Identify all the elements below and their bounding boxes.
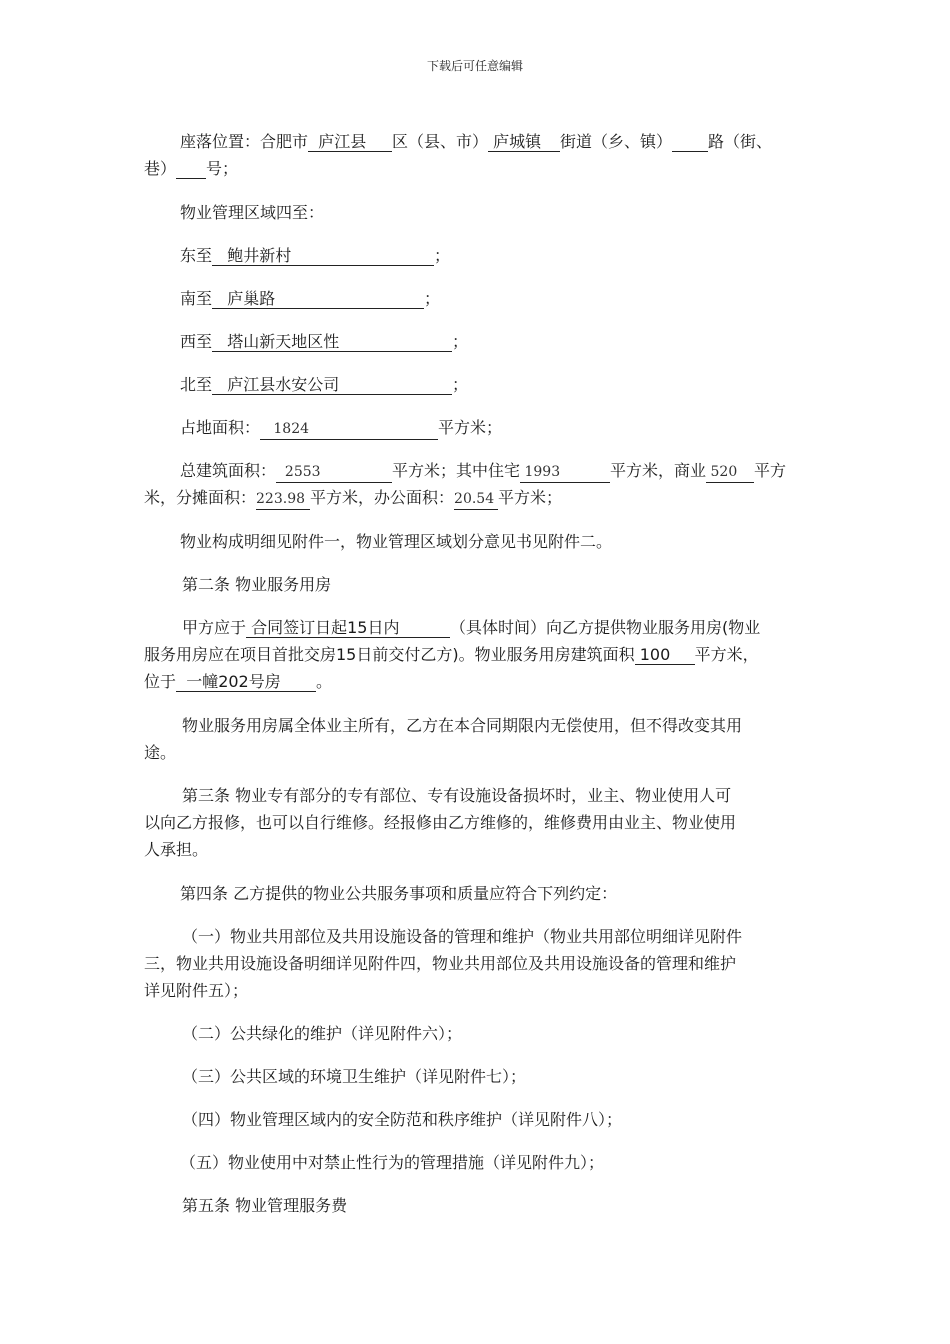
article-4-item-2: （二）公共绿化的维护（详见附件六）； xyxy=(182,1024,463,1043)
service-room-area-field: 100 xyxy=(635,645,695,665)
article-4-item-1-line-1: （一）物业共用部位及共用设施设备的管理和维护（物业共用部位明细详见附件 xyxy=(182,927,743,946)
article-3-line-3: 人承担。 xyxy=(144,840,209,859)
boundary-north: 北至 庐江县水安公司 ； xyxy=(180,375,469,394)
west-value: 塔山新天地区性 xyxy=(212,332,452,352)
commercial-area-value: 520 xyxy=(706,463,754,483)
town-field: 庐城镇 xyxy=(488,132,560,152)
north-value: 庐江县水安公司 xyxy=(212,375,452,395)
location-line-1: 座落位置：合肥市 庐江县 区（县、市） 庐城镇 街道（乡、镇） 路（街、 xyxy=(180,132,773,151)
article-4-item-5: （五）物业使用中对禁止性行为的管理措施（详见附件九）； xyxy=(180,1153,605,1172)
ownership-line-1: 物业服务用房属全体业主所有，乙方在本合同期限内无偿使用，但不得改变其用 xyxy=(182,716,743,735)
boundary-west: 西至 塔山新天地区性 ； xyxy=(180,332,469,351)
ownership-line-2: 途。 xyxy=(144,743,177,762)
article-4-title: 第四条 乙方提供的物业公共服务事项和质量应符合下列约定： xyxy=(180,884,618,903)
article-4-item-1-line-2: 三，物业共用设施设备明细详见附件四，物业共用部位及共用设施设备的管理和维护 xyxy=(144,954,737,973)
article-3-line-1: 第三条 物业专有部分的专有部位、专有设施设备损坏时，业主、物业使用人可 xyxy=(182,786,732,805)
article-4-item-1-line-3: 详见附件五）； xyxy=(144,981,249,1000)
number-field xyxy=(176,159,206,179)
article-2-line-3: 位于 一幢202号房 。 xyxy=(144,672,333,691)
office-area-value: 20.54 xyxy=(454,490,498,510)
land-area-value: 1824 xyxy=(260,420,438,440)
article-2-title: 第二条 物业服务用房 xyxy=(182,575,332,594)
handover-time-field: 合同签订日起15日内 xyxy=(246,618,450,638)
road-field xyxy=(672,132,708,152)
east-value: 鲍井新村 xyxy=(212,246,434,266)
building-area-line-2: 米，分摊面积：223.98 平方米，办公面积：20.54 平方米； xyxy=(144,484,806,511)
boundaries-title: 物业管理区域四至： xyxy=(180,203,325,222)
location-line-2: 巷） 号； xyxy=(144,159,239,178)
residential-area-value: 1993 xyxy=(520,463,610,483)
building-area-line-1: 总建筑面积： 2553 平方米；其中住宅 1993 平方米，商业 520 平方 xyxy=(144,457,806,484)
article-4-item-3: （三）公共区域的环境卫生维护（详见附件七）； xyxy=(182,1067,527,1086)
article-2-line-2: 服务用房应在项目首批交房15日前交付乙方)。物业服务用房建筑面积 100 平方米， xyxy=(144,645,759,664)
total-area-value: 2553 xyxy=(276,463,392,483)
boundary-south: 南至 庐巢路 ； xyxy=(180,289,441,308)
article-5-title: 第五条 物业管理服务费 xyxy=(182,1196,348,1215)
county-field: 庐江县 xyxy=(308,132,392,152)
service-room-location-field: 一幢202号房 xyxy=(176,672,316,692)
article-2-line-1: 甲方应于 合同签订日起15日内 （具体时间）向乙方提供物业服务用房(物业 xyxy=(182,618,761,637)
boundary-east: 东至 鲍井新村 ； xyxy=(180,246,451,265)
annex-paragraph: 物业构成明细见附件一，物业管理区域划分意见书见附件二。 xyxy=(180,532,613,551)
article-3-line-2: 以向乙方报修，也可以自行维修。经报修由乙方维修的，维修费用由业主、物业使用 xyxy=(144,813,737,832)
page-header-note: 下载后可任意编辑 xyxy=(426,59,523,73)
land-area-line: 占地面积： 1824 平方米； xyxy=(144,414,842,441)
shared-area-value: 223.98 xyxy=(256,490,310,510)
article-4-item-4: （四）物业管理区域内的安全防范和秩序维护（详见附件八）； xyxy=(182,1110,623,1129)
south-value: 庐巢路 xyxy=(212,289,424,309)
